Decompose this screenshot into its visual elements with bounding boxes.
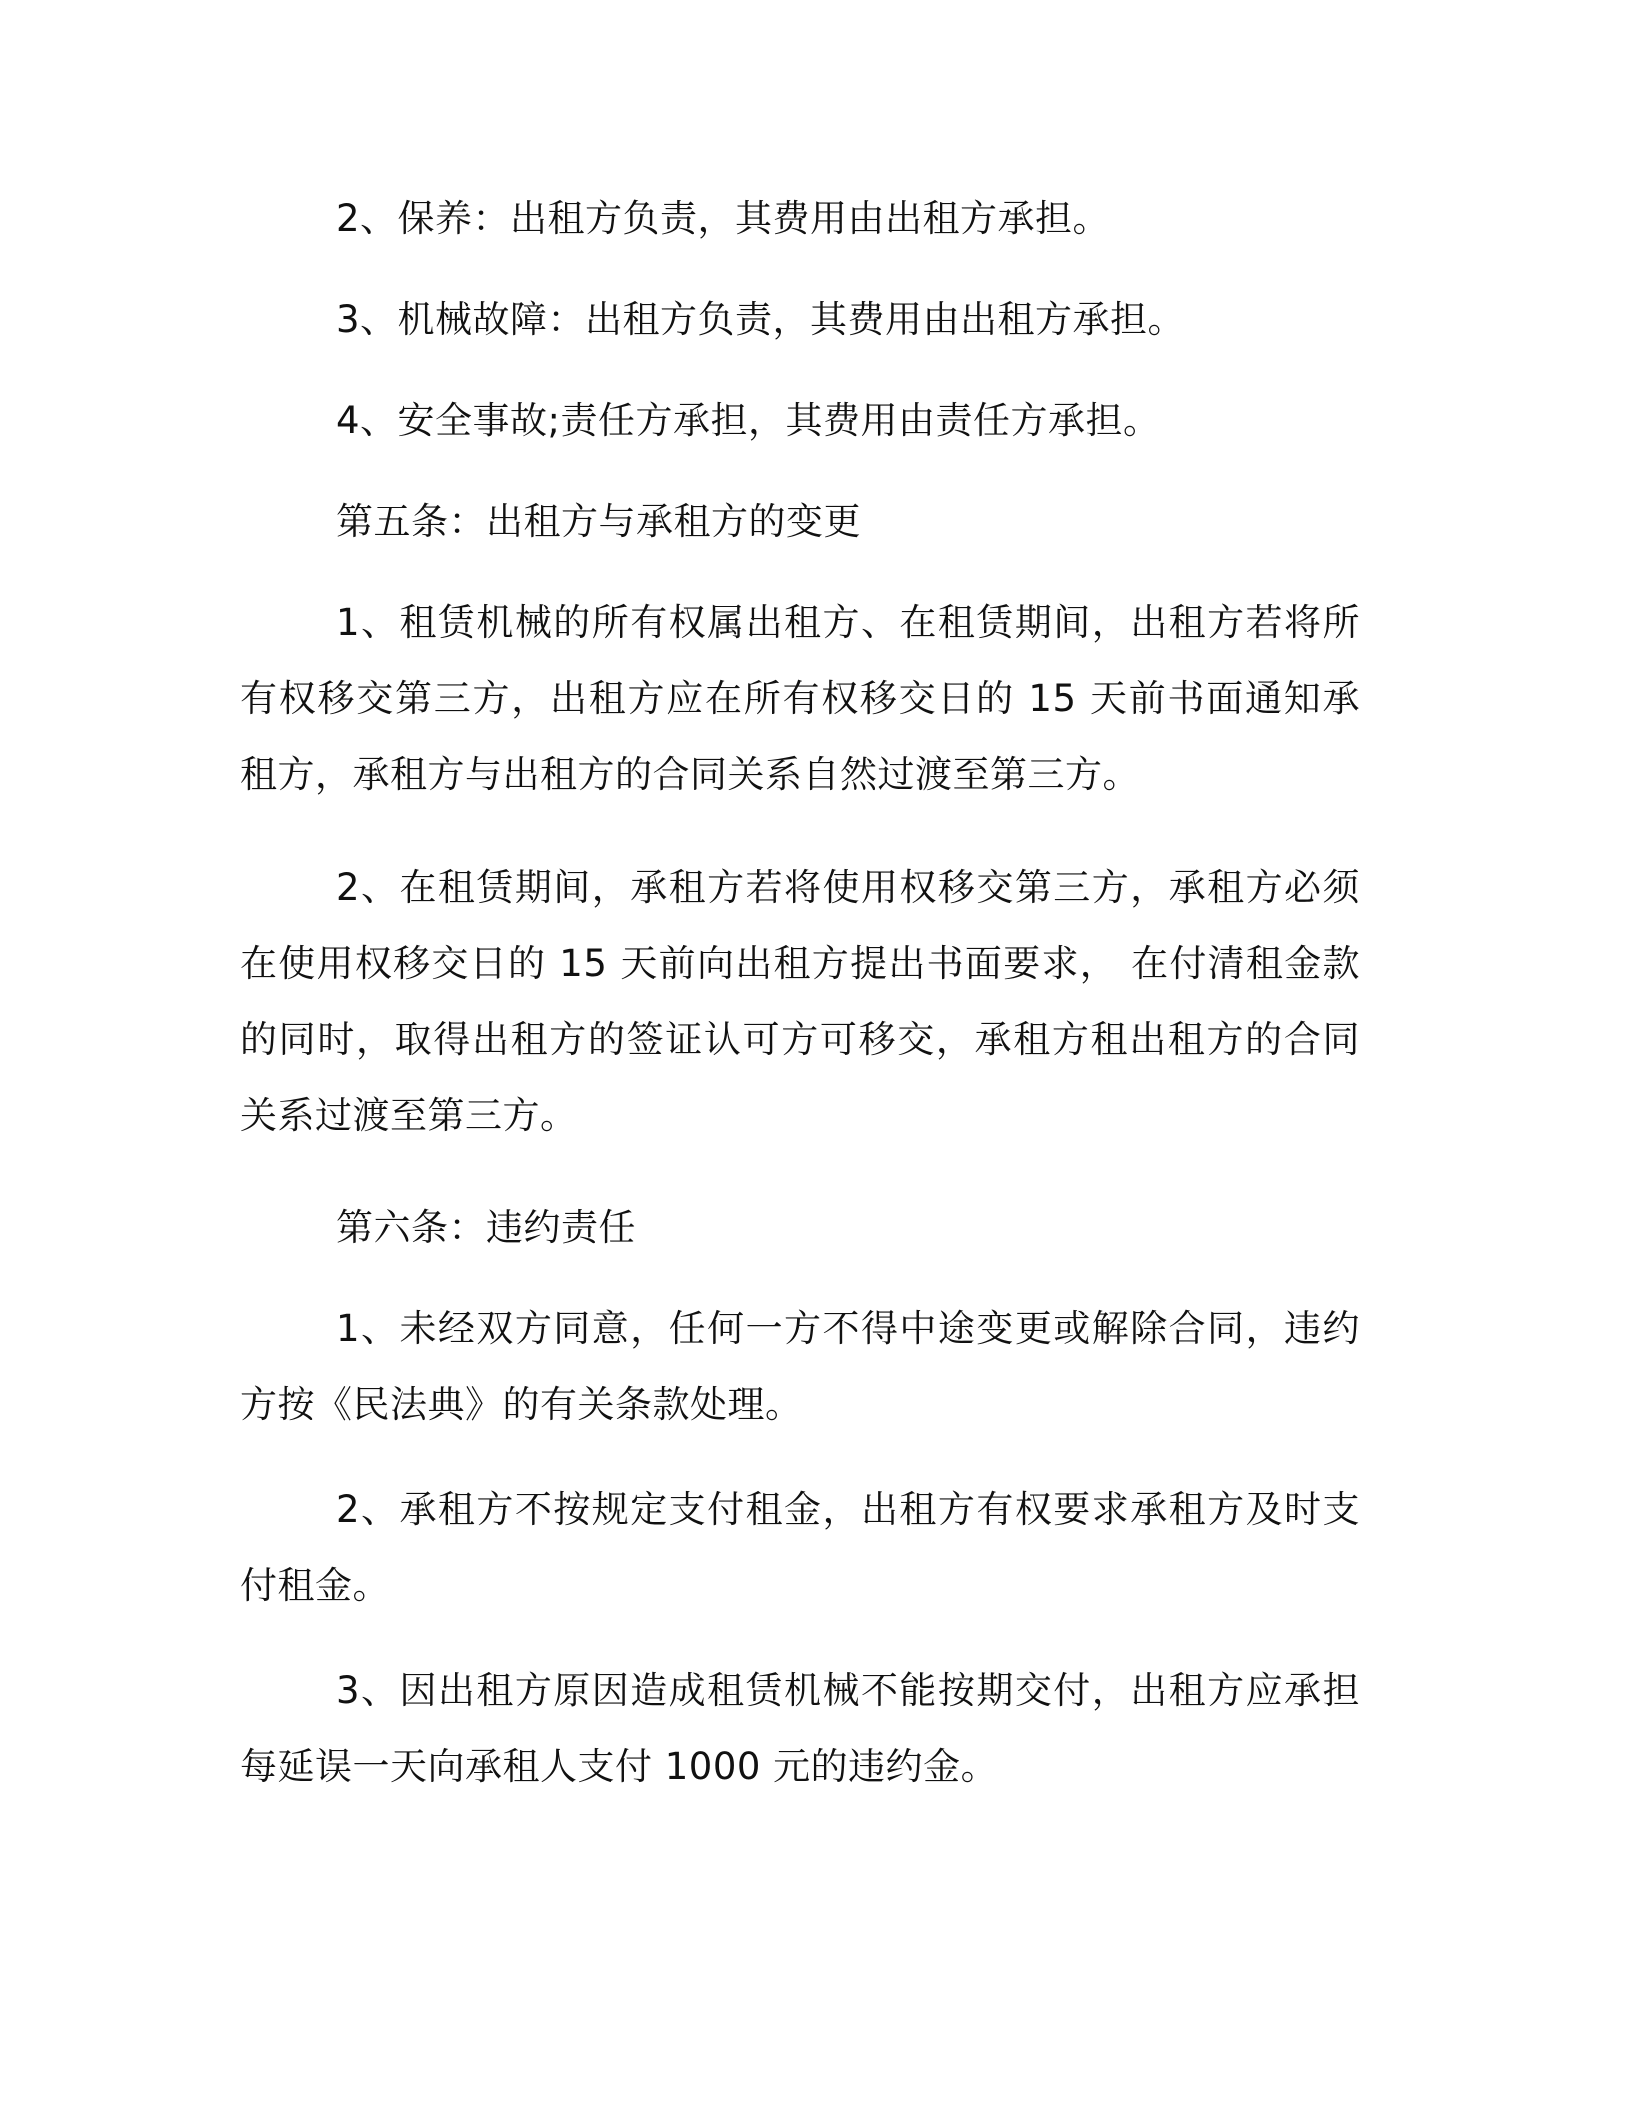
article-five-heading: 第五条：出租方与承租方的变更 bbox=[336, 500, 861, 543]
clause-safety-accident: 4、安全事故;责任方承担，其费用由责任方承担。 bbox=[336, 399, 1161, 442]
article-six-heading: 第六条：违约责任 bbox=[336, 1206, 636, 1249]
clause-maintenance: 2、保养：出租方负责，其费用由出租方承担。 bbox=[336, 197, 1111, 240]
article-six-clause-3: 3、因出租方原因造成租赁机械不能按期交付，出租方应承担每延误一天向承租人支付 1000 元的违约金。 bbox=[240, 1669, 1360, 1788]
article-six-clause-1: 1、未经双方同意，任何一方不得中途变更或解除合同，违约方按《民法典》的有关条款处理。 bbox=[240, 1307, 1360, 1426]
article-six-clause-2: 2、承租方不按规定支付租金，出租方有权要求承租方及时支付租金。 bbox=[240, 1488, 1360, 1607]
article-five-clause-1: 1、租赁机械的所有权属出租方、在租赁期间，出租方若将所有权移交第三方，出租方应在所有权移交日的 15 天前书面通知承租方，承租方与出租方的合同关系自然过渡至第三方。 bbox=[240, 601, 1360, 796]
article-five-clause-2: 2、在租赁期间，承租方若将使用权移交第三方，承租方必须在使用权移交日的 15 天前向出租方提出书面要求， 在付清租金款的同时，取得出租方的签证认可方可移交，承租方租出租方的合同关系过渡至第三方。 bbox=[240, 866, 1360, 1137]
clause-mechanical-failure: 3、机械故障：出租方负责，其费用由出租方承担。 bbox=[336, 298, 1186, 341]
